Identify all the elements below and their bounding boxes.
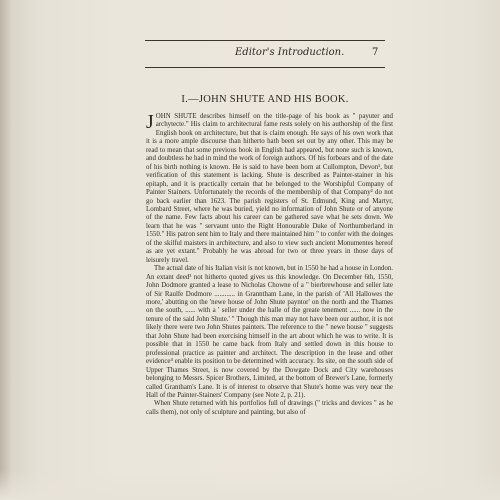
drop-cap: J	[146, 111, 154, 133]
paragraph-2: The actual date of his Italian visit is not known, but in 1550 he had a house in London. An extant deed³ not hitherto quoted gives us this knowledge. On December 6th, 1550, John Dodmore granted a lease to Nicholas Chowne of a " bierbrewhouse and seller late of Sir Raulfe Dodmore ............ in Granntham Lane, in the parish of 'All Hallowes the more,' abutting on the 'newe house of John Shute payntor' on the north and the Thames on the south, ...... with a ' seller under the halle of the greate tenement ...... now in the tenure of the said John Shute.' " Though this man may not have been our author, it is not likely there were two John Shutes painters. The reference to the " newe house " suggests that John Shute had been exercising himself in the art about which he was to write. It is possible that in 1550 he came back from Italy and settled down in this house to professional practice as painter and architect. The description in the lease and other evidence⁴ enable its position to be determined with accuracy. Its site, on the south side of Upper Thames Street, is now covered by the Dowgate Dock and City warehouses belonging to Messrs. Spicer Brothers, Limited, at the bottom of Brewer's Lane, formerly called Grantham's Lane. It is of interest to observe that Shute's home was very near the Hall of the Painter-Stainers' Company (see Note 2, p. 21).	[146, 265, 393, 399]
page-gutter-shadow	[0, 0, 12, 500]
page-bottom-edge	[0, 470, 500, 500]
body-text	[146, 113, 393, 417]
chapter-heading: I.—JOHN SHUTE AND HIS BOOK.	[181, 94, 349, 105]
paragraph-1	[146, 113, 393, 265]
running-head-title: Editor's Introduction.	[235, 47, 345, 58]
paragraph-3: When Shute returned with his portfolios full of drawings (" tricks and devices " as he calls them), not only of sculpture and painting, but also of	[146, 400, 393, 416]
running-head	[145, 40, 385, 68]
page-number: 7	[372, 47, 379, 58]
paragraph-1-text: OHN SHUTE describes himself on the title-page of his book as " payuter and archytecte." His claim to architectural fame rests solely on his authorship of the first English book on architecture, but that is claim enough. He says of his own work that it is a more ample discourse than hitherto hath been set out by any other. This may be read to mean that some previous book in English had appeared, but none such is known, and doubtless he had in mind the work of foreign authors. Of his forbears and of the date of his birth nothing is known. He is said to have been born at Cullompton, Devon¹, but verification of this statement is lacking. Shute is described as Painter-stainer in his epitaph, and it is practically certain that he belonged to the Worshipful Company of Painter Stainers. Unfortunately the records of the membership of that Company² do not go back earlier than 1623. The parish registers of St. Edmund, King and Martyr, Lombard Street, where he was buried, yield no information of John Shute or of anyone of the name. Few facts about his career can be gathered save what he sets down. We learn that he was " servaunt unto the Right Honourable Duke of Northumberland in 1550." His patron sent him to Italy and there maintained him " to confer with the doinges of the skilful maisters in architecture, and also to view such ancient Monumentes hereof as are yet extant." Probably he was abroad for two or three years in those days of leisurely travel.	[146, 113, 393, 264]
